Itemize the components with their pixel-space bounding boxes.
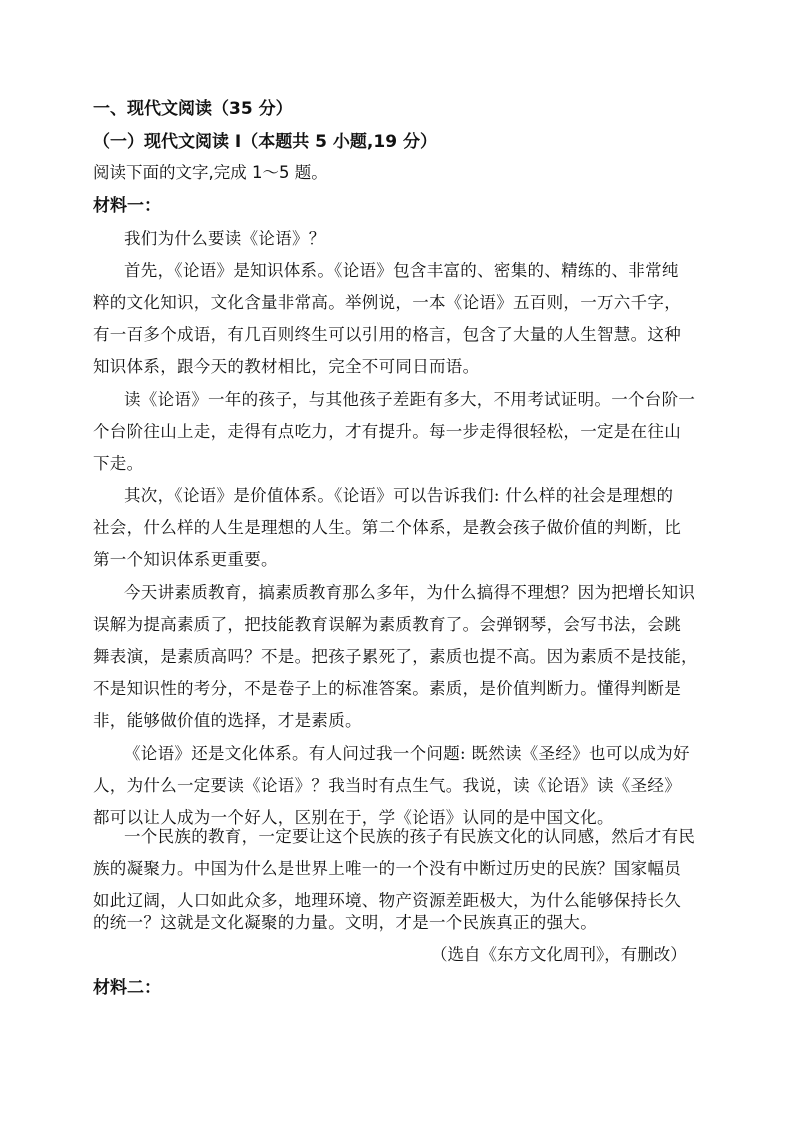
paragraph-line: 有一百多个成语，有几百则终生可以引用的格言，包含了大量的人生智慧。这种: [93, 325, 681, 344]
paragraph-line: 社会，什么样的人生是理想的人生。第二个体系，是教会孩子做价值的判断，比: [93, 518, 681, 537]
paragraph-line: 我们为什么要读《论语》？: [124, 229, 326, 248]
paragraph-line: 一个民族的教育，一定要让这个民族的孩子有民族文化的认同感，然后才有民: [124, 827, 696, 846]
paragraph-line: 下走。: [93, 454, 144, 473]
paragraph-line: 首先，《论语》是知识体系。《论语》包含丰富的、密集的、精练的、非常纯: [124, 261, 679, 280]
paragraph-line: 读《论语》一年的孩子，与其他孩子差距有多大，不用考试证明。一个台阶一: [124, 390, 696, 409]
paragraph-line: 第一个知识体系更重要。: [93, 550, 278, 569]
paragraph-line: 族的凝聚力。中国为什么是世界上唯一的一个没有中断过历史的民族？国家幅员: [93, 859, 681, 878]
paragraph-line: 知识体系，跟今天的教材相比，完全不可同日而语。: [93, 357, 480, 376]
paragraph-line: 今天讲素质教育，搞素质教育那么多年，为什么搞得不理想？因为把增长知识: [124, 583, 696, 602]
section-subtitle: （一）现代文阅读 I（本题共 5 小题,19 分）: [93, 132, 437, 152]
section-title: 一、现代文阅读（35 分）: [93, 99, 293, 119]
paragraph-line: 非，能够做价值的选择，才是素质。: [93, 711, 362, 730]
paragraph-line: 的统一？这就是文化凝聚的力量。文明，才是一个民族真正的强大。: [93, 913, 597, 932]
paragraph-line: 个台阶往山上走，走得有点吃力，才有提升。每一步走得很轻松，一定是在往山: [93, 422, 681, 441]
material-two-label: 材料二：: [93, 978, 161, 998]
material-one-label: 材料一：: [93, 196, 161, 216]
paragraph-line: 不是知识性的考分，不是卷子上的标准答案。素质，是价值判断力。懂得判断是: [93, 679, 681, 698]
paragraph-line: 舞表演，是素质高吗？不是。把孩子累死了，素质也提不高。因为素质不是技能，: [93, 647, 698, 666]
paragraph-line: 如此辽阔，人口如此众多，地理环境、物产资源差距极大，为什么能够保持长久: [93, 891, 681, 910]
paragraph-line: 粹的文化知识，文化含量非常高。举例说，一本《论语》五百则，一万六千字，: [93, 293, 681, 312]
paragraph-line: 《论语》还是文化体系。有人问过我一个问题: 既然读《圣经》也可以成为好: [124, 744, 690, 763]
paragraph-line: 人，为什么一定要读《论语》？我当时有点生气。我说，读《论语》读《圣经》: [93, 776, 681, 795]
paragraph-line: 其次，《论语》是价值体系。《论语》可以告诉我们: 什么样的社会是理想的: [124, 486, 674, 505]
source-citation: （选自《东方文化周刊》，有删改）: [431, 945, 687, 964]
paragraph-line: 误解为提高素质了，把技能教育误解为素质教育了。会弹钢琴，会写书法，会跳: [93, 615, 681, 634]
paragraph-line: 都可以让人成为一个好人，区别在于，学《论语》认同的是中国文化。: [93, 808, 614, 827]
reading-instruction: 阅读下面的文字,完成 1～5 题。: [93, 163, 328, 182]
